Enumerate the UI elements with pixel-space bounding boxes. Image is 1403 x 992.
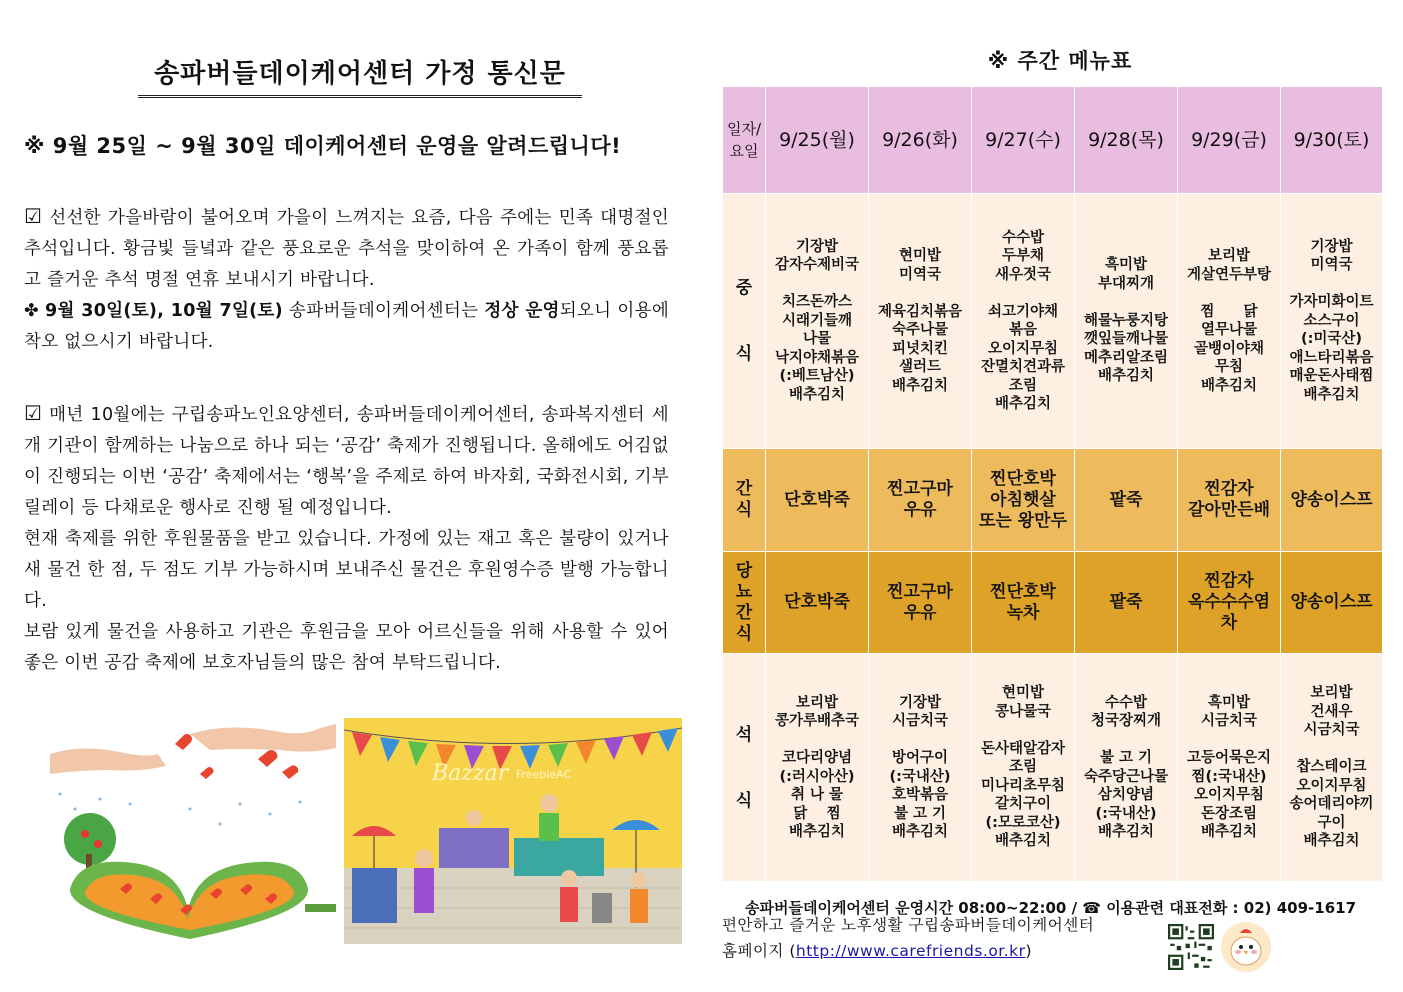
paragraph-chuseok <box>24 201 669 358</box>
date-day-label <box>723 87 766 194</box>
date-day-label-text: 일자/ 요일 <box>726 120 762 160</box>
menu-cell-text: 수수밥 청국장찌개 불 고 기 숙주당근나물 삼치양념 (:국내산) 배추김치 <box>1083 694 1169 840</box>
homepage-label: 홈페이지 ( <box>722 942 796 960</box>
menu-cell <box>869 654 972 882</box>
row-label-snack <box>723 449 766 552</box>
menu-cell-text: 기장밥 시금치국 방어구이 (:국내산) 호박볶음 불 고 기 배추김치 <box>889 694 951 840</box>
lunch-row <box>723 194 1383 449</box>
menu-cell-text: 찐고구마 우유 <box>887 581 953 623</box>
day-header: 9/30(토) <box>1281 87 1383 194</box>
menu-cell <box>766 552 869 654</box>
diabetic-snack-row <box>723 552 1383 654</box>
row-label-lunch <box>723 194 766 449</box>
menu-cell <box>766 194 869 449</box>
row-label-dinner-text: 석 식 <box>735 724 753 811</box>
menu-cell <box>972 552 1075 654</box>
menu-cell-text: 수수밥 두부채 새우젓국 쇠고기야채 볶음 오이지무침 잔멸치견과류 조림 배추김치 <box>980 229 1066 412</box>
menu-cell <box>869 194 972 449</box>
menu-cell <box>766 654 869 882</box>
menu-header-row <box>723 87 1383 194</box>
menu-cell <box>1075 194 1178 449</box>
bullet-icon: ✤ <box>24 301 46 321</box>
menu-cell <box>1178 552 1281 654</box>
bazaar-sign-sub: FreebieAC <box>516 768 572 781</box>
hearts-illustration <box>40 714 336 942</box>
paragraph-festival-text: 매년 10월에는 구립송파노인요양센터, 송파버들데이케어센터, 송파복지센터 세 개 기관이 함께하는 나눔으로 하나 되는 ‘공감’ 축제가 진행됩니다. 올해에도 어김없이 진행되는 이번 ‘공감’ 축제에서는 ‘행복’을 주제로 하여 바자회, 국화전시회, 기부릴레이 등 다채로운 행사로 진행 될 예정입니다. <box>24 405 669 518</box>
row-label-dinner <box>723 654 766 882</box>
menu-cell <box>1281 552 1383 654</box>
menu-cell-text: 찐감자 갈아만든배 <box>1187 479 1271 520</box>
weekly-menu-table <box>722 86 1383 882</box>
menu-cell <box>766 449 869 552</box>
menu-cell <box>1075 654 1178 882</box>
operation-notice: ※ 9월 25일 ~ 9월 30일 데이케어센터 운영을 알려드립니다! <box>24 134 622 158</box>
menu-cell-text: 찐단호박 녹차 <box>990 581 1056 623</box>
menu-cell <box>1075 449 1178 552</box>
menu-cell <box>1178 194 1281 449</box>
newsletter-title: 송파버들데이케어센터 가정 통신문 <box>138 56 582 98</box>
menu-cell <box>972 194 1075 449</box>
menu-cell-text: 팥죽 <box>1109 592 1143 612</box>
menu-cell <box>869 552 972 654</box>
menu-cell-text: 흑미밥 부대찌개 해물누룽지탕 깻잎들깨나물 메추리알조림 배추김치 <box>1083 257 1169 385</box>
qr-code-icon[interactable] <box>1168 924 1214 970</box>
open-dates: 9월 30일(토), 10월 7일(토) <box>45 301 283 321</box>
homepage <box>722 939 1032 961</box>
slogan: 편안하고 즐거운 노후생활 구립송파버들데이케어센터 <box>722 916 1095 934</box>
menu-cell-text: 기장밥 감자수제비국 치즈돈까스 시래기들깨 나물 낙지야채볶음 (:베트남산) 배추김치 <box>774 238 860 403</box>
menu-cell-text: 보리밥 건새우 시금치국 찹스테이크 오이지무침 송어데리야끼 구이 배추김치 <box>1289 685 1374 850</box>
bazaar-illustration <box>344 718 682 944</box>
paragraph-chuseok-text2: 송파버들데이케어센터는 <box>282 301 485 321</box>
row-label-lunch-text: 중 식 <box>735 278 753 364</box>
paragraph-festival <box>24 398 669 679</box>
menu-cell-text: 양송이스프 <box>1290 592 1373 612</box>
menu-cell-text: 찐감자 옥수수수염 차 <box>1187 571 1271 633</box>
menu-cell-text: 흑미밥 시금치국 고등어묵은지 찜(:국내산) 오이지무침 돈장조림 배추김치 <box>1186 694 1272 840</box>
menu-cell-text: 단호박죽 <box>784 592 850 612</box>
day-header: 9/29(금) <box>1178 87 1281 194</box>
checkbox-icon: ☑ <box>24 401 43 425</box>
paragraph-chuseok-text3: 되오니 이용에 착오 없으시기 바랍니다. <box>24 301 670 352</box>
menu-cell <box>1281 194 1383 449</box>
snack-row <box>723 449 1383 552</box>
row-label-diabetic-snack-text: 당 뇨 간 식 <box>735 560 753 644</box>
menu-cell <box>1281 654 1383 882</box>
mascot-logo-icon <box>1220 921 1272 973</box>
bazaar-sign: Bazzar <box>432 761 509 786</box>
menu-cell-text: 팥죽 <box>1109 489 1143 510</box>
dinner-row <box>723 654 1383 882</box>
menu-cell <box>869 449 972 552</box>
row-label-diabetic-snack <box>723 552 766 654</box>
menu-cell-text: 보리밥 게살연두부탕 찜 닭 열무나물 골뱅이야채 무침 배추김치 <box>1186 248 1272 394</box>
menu-cell-text: 양송이스프 <box>1290 489 1373 510</box>
menu-cell <box>972 449 1075 552</box>
menu-cell-text: 찐고구마 우유 <box>887 479 953 520</box>
menu-cell <box>1281 449 1383 552</box>
menu-cell <box>1178 654 1281 882</box>
normal-operation: 정상 운영 <box>484 301 560 321</box>
paragraph-donation-text: 현재 축제를 위한 후원물품을 받고 있습니다. 가정에 있는 재고 혹은 불량이 있거나 새 물건 한 점, 두 점도 기부 가능하시며 보내주신 물건은 후원영수증 발행 가능합니다. <box>24 529 669 611</box>
day-header: 9/26(화) <box>869 87 972 194</box>
homepage-close: ) <box>1025 942 1033 960</box>
day-header: 9/25(월) <box>766 87 869 194</box>
menu-cell-text: 단호박죽 <box>784 489 850 510</box>
checkbox-icon: ☑ <box>24 204 43 228</box>
menu-cell-text: 현미밥 콩나물국 돈사태알감자 조림 미나리초무침 갈치구이 (:모로코산) 배추김치 <box>980 685 1066 850</box>
menu-cell-text: 기장밥 미역국 가자미화이트 소스구이 (:미국산) 애느타리볶음 매운돈사태찜 배추김치 <box>1289 238 1374 403</box>
homepage-link[interactable]: http://www.carefriends.or.kr <box>795 942 1026 960</box>
paragraph-chuseok-text: 선선한 가을바람이 불어오며 가을이 느껴지는 요즘, 다음 주에는 민족 대명절인 추석입니다. 황금빛 들녘과 같은 풍요로운 추석을 맞이하여 온 가족이 함께 풍요롭고 즐거운 추석 명절 연휴 보내시기 바랍니다. <box>24 208 669 290</box>
menu-cell-text: 보리밥 콩가루배추국 코다리양념 (:러시아산) 취 나 물 닭 찜 배추김치 <box>774 694 860 840</box>
menu-title: ※ 주간 메뉴표 <box>987 49 1133 73</box>
row-label-snack-text: 간 식 <box>735 479 753 520</box>
menu-cell <box>972 654 1075 882</box>
day-header: 9/27(수) <box>972 87 1075 194</box>
operating-hours: 송파버들데이케어센터 운영시간 08:00~22:00 / ☎ 이용관련 대표전화 : 02) 409-1617 <box>745 899 1357 917</box>
menu-cell <box>1075 552 1178 654</box>
menu-cell <box>1178 449 1281 552</box>
menu-cell-text: 찐단호박 아침햇살 또는 왕만두 <box>978 468 1068 531</box>
day-header: 9/28(목) <box>1075 87 1178 194</box>
paragraph-participation-text: 보람 있게 물건을 사용하고 기관은 후원금을 모아 어르신들을 위해 사용할 수 있어 좋은 이번 공감 축제에 보호자님들의 많은 참여 부탁드립니다. <box>24 622 669 673</box>
menu-cell-text: 현미밥 미역국 제육김치볶음 숙주나물 피넛치킨 샐러드 배추김치 <box>877 248 963 394</box>
